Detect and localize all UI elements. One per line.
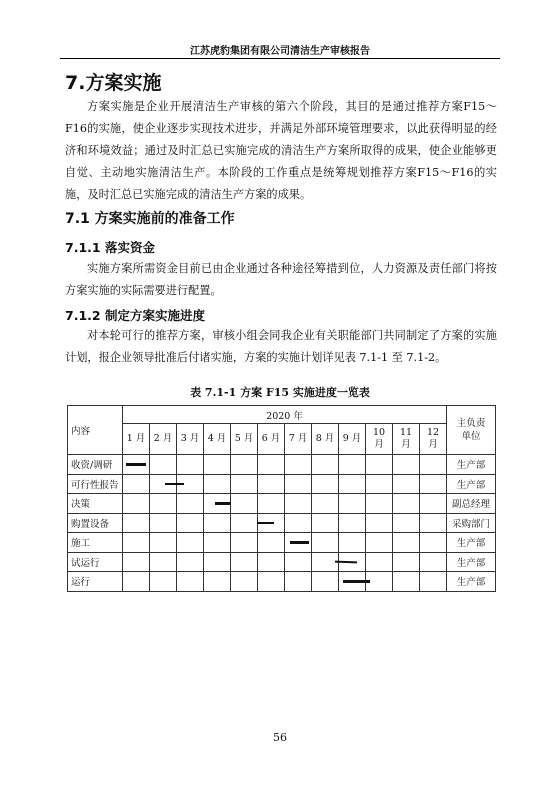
table-row [68, 513, 496, 533]
month-cell [177, 513, 204, 533]
subsection-title: 7.1 方案实施前的准备工作 [65, 211, 235, 227]
subsubsection-title-schedule: 7.1.2 制定方案实施进度 [65, 308, 205, 323]
schedule-bar [215, 502, 231, 505]
month-cell [231, 455, 258, 475]
month-cell [150, 552, 177, 572]
month-cell [177, 552, 204, 572]
task-owner: 生产部 [447, 455, 496, 475]
month-cell [366, 474, 393, 494]
header-rule [60, 58, 500, 59]
month-header: 2 月 [150, 424, 177, 455]
table-row [68, 533, 496, 553]
month-cell [312, 513, 339, 533]
month-cell [393, 552, 420, 572]
month-header: 9 月 [339, 424, 366, 455]
month-cell [258, 474, 285, 494]
month-cell [312, 474, 339, 494]
table-caption: 表 7.1-1 方案 F15 实施进度一览表 [190, 386, 370, 399]
month-cell [312, 572, 339, 592]
task-owner: 采购部门 [447, 513, 496, 533]
month-cell [312, 552, 339, 572]
page-number: 56 [273, 731, 287, 744]
month-header: 10 月 [366, 424, 393, 455]
month-cell [393, 494, 420, 514]
month-cell [312, 494, 339, 514]
month-cell [231, 552, 258, 572]
month-cell [231, 494, 258, 514]
month-cell [123, 513, 150, 533]
month-cell [150, 455, 177, 475]
month-cell [285, 513, 312, 533]
month-cell [150, 474, 177, 494]
task-name: 购置设备 [68, 513, 123, 533]
task-name: 决策 [68, 494, 123, 514]
month-cell [285, 494, 312, 514]
month-cell [312, 455, 339, 475]
table-row [68, 455, 496, 475]
month-cell [366, 494, 393, 514]
month-cell [339, 572, 366, 592]
month-cell [150, 494, 177, 514]
schedule-table [67, 405, 496, 592]
month-header: 6 月 [258, 424, 285, 455]
month-cell [150, 533, 177, 553]
month-cell [285, 474, 312, 494]
month-cell [177, 572, 204, 592]
task-name: 试运行 [68, 552, 123, 572]
month-cell [366, 513, 393, 533]
month-cell [366, 455, 393, 475]
month-cell [123, 474, 150, 494]
month-cell [339, 455, 366, 475]
month-cell [420, 552, 447, 572]
month-header: 8 月 [312, 424, 339, 455]
month-cell [366, 572, 393, 592]
month-cell [420, 572, 447, 592]
month-cell [420, 455, 447, 475]
month-cell [420, 494, 447, 514]
month-cell [339, 513, 366, 533]
table-row [68, 572, 496, 592]
month-cell [420, 513, 447, 533]
month-header: 4 月 [204, 424, 231, 455]
header-owner-label: 主负责单位 [456, 418, 486, 442]
month-cell [393, 513, 420, 533]
month-cell [231, 533, 258, 553]
month-cell [123, 572, 150, 592]
month-cell [393, 474, 420, 494]
task-owner: 生产部 [447, 572, 496, 592]
task-name: 施工 [68, 533, 123, 553]
month-cell [258, 572, 285, 592]
month-cell [285, 455, 312, 475]
intro-paragraph: 方案实施是企业开展清洁生产审核的第六个阶段，其目的是通过推荐方案F15～F16的实施，使企业逐步实现技术进步，并满足外部环境管理要求，以此获得明显的经济和环境效益；通过及时汇总已实施完成的清洁生产方案所取得的成果，使企业能够更自觉、主动地实施清洁生产。本阶段的工作重点是统筹规划推荐方案F15～F16的实施，及时汇总已实施完成的清洁生产方案的成果。 [65, 100, 497, 201]
table-row [68, 494, 496, 514]
month-cell [204, 572, 231, 592]
section-title: 7.方案实施 [65, 72, 162, 94]
month-cell [177, 455, 204, 475]
month-cell [285, 533, 312, 553]
month-cell [204, 533, 231, 553]
month-cell [393, 455, 420, 475]
month-cell [285, 552, 312, 572]
month-cell [123, 494, 150, 514]
header-owner [447, 406, 496, 455]
month-cell [258, 552, 285, 572]
task-name: 可行性报告 [68, 474, 123, 494]
month-cell [123, 552, 150, 572]
task-owner: 生产部 [447, 552, 496, 572]
month-header: 12 月 [420, 424, 447, 455]
schedule-bar [290, 541, 309, 544]
task-name: 运行 [68, 572, 123, 592]
month-cell [312, 533, 339, 553]
month-cell [258, 513, 285, 533]
month-cell [150, 513, 177, 533]
task-owner: 生产部 [447, 474, 496, 494]
month-cell [339, 552, 366, 572]
month-cell [393, 533, 420, 553]
month-cell [258, 533, 285, 553]
month-cell [204, 494, 231, 514]
month-cell [204, 455, 231, 475]
month-cell [420, 533, 447, 553]
task-owner: 副总经理 [447, 494, 496, 514]
header-year: 2020 年 [123, 406, 447, 424]
month-cell [204, 474, 231, 494]
table-row [68, 474, 496, 494]
task-owner: 生产部 [447, 533, 496, 553]
month-cell [285, 572, 312, 592]
month-cell [231, 474, 258, 494]
schedule-bar [126, 463, 146, 466]
month-header: 3 月 [177, 424, 204, 455]
month-header: 1 月 [123, 424, 150, 455]
month-cell [393, 572, 420, 592]
month-cell [339, 533, 366, 553]
month-header: 11 月 [393, 424, 420, 455]
month-header: 5 月 [231, 424, 258, 455]
month-cell [231, 513, 258, 533]
month-cell [339, 474, 366, 494]
month-cell [177, 494, 204, 514]
month-cell [231, 572, 258, 592]
month-cell [366, 533, 393, 553]
funding-paragraph: 实施方案所需资金目前已由企业通过各种途径筹措到位，人力资源及责任部门将按方案实施的实际需要进行配置。 [65, 262, 497, 297]
month-cell [420, 474, 447, 494]
month-cell [177, 474, 204, 494]
month-cell [258, 455, 285, 475]
page-header: 江苏虎豹集团有限公司清洁生产审核报告 [190, 46, 370, 57]
table-row [68, 552, 496, 572]
month-cell [204, 513, 231, 533]
task-name: 收资/调研 [68, 455, 123, 475]
month-cell [366, 552, 393, 572]
month-cell [123, 533, 150, 553]
month-header: 7 月 [285, 424, 312, 455]
month-cell [150, 572, 177, 592]
header-content: 内容 [68, 406, 123, 455]
subsubsection-title-funding: 7.1.1 落实资金 [65, 240, 155, 255]
month-cell [177, 533, 204, 553]
month-cell [123, 455, 150, 475]
month-cell [339, 494, 366, 514]
month-cell [258, 494, 285, 514]
schedule-paragraph: 对本轮可行的推荐方案，审核小组会同我企业有关职能部门共同制定了方案的实施计划，报企业领导批准后付诸实施，方案的实施计划详见表 7.1-1 至 7.1-2。 [65, 329, 497, 364]
month-cell [204, 552, 231, 572]
